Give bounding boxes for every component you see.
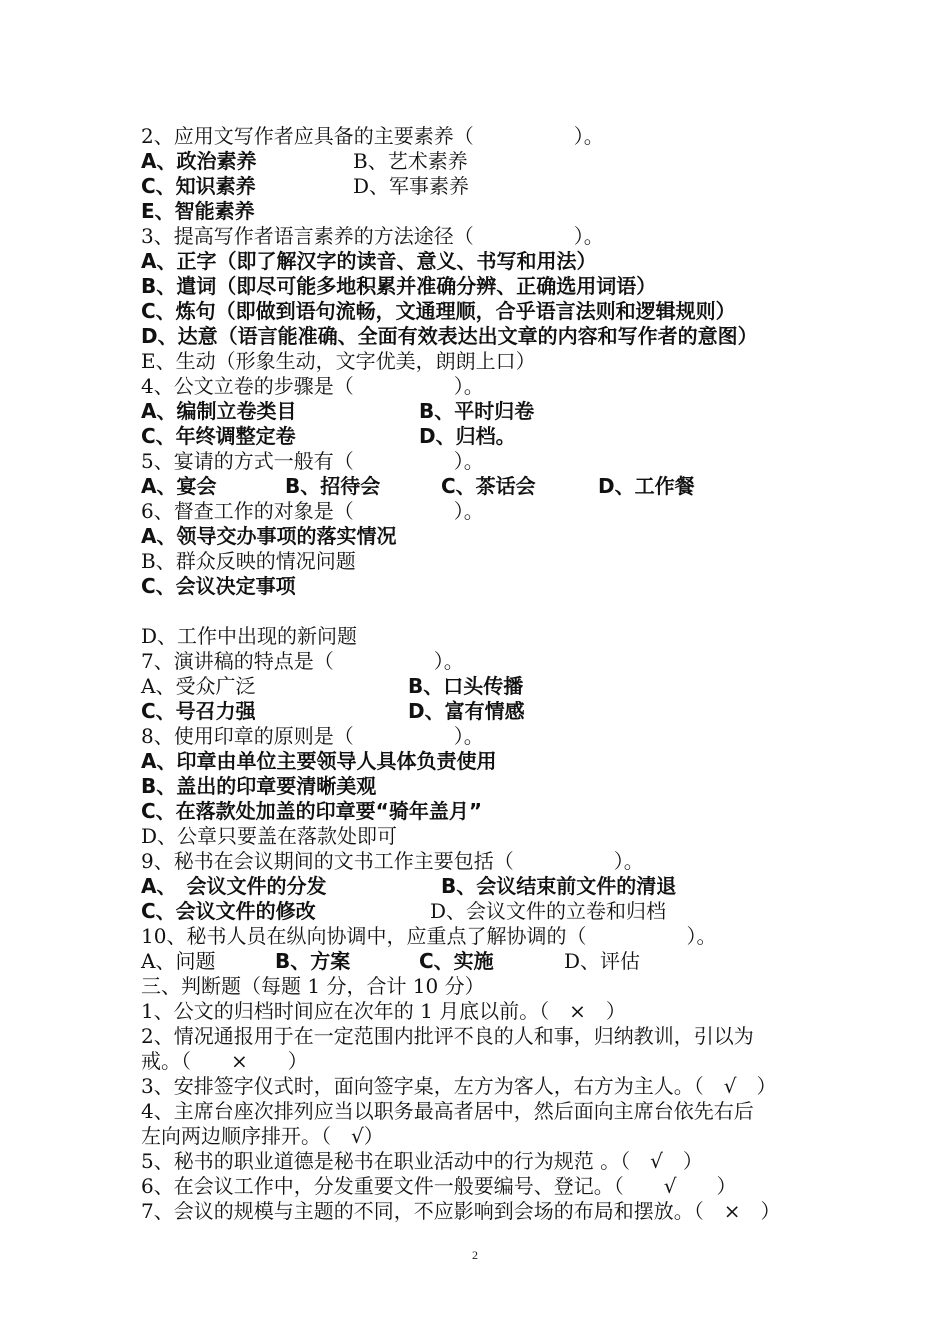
q2-option-e: E、智能素养 [141,199,255,223]
q3-option-b: B、遣词（即尽可能多地积累并准确分辨、正确选用词语） [141,274,657,298]
q5-stem: 5、宴请的方式一般有（ ）。 [141,449,484,473]
option-b: B、艺术素养 [353,149,468,173]
q7-stem: 7、演讲稿的特点是（ ）。 [141,649,464,673]
option-a: A、受众广泛 [141,674,256,698]
option-c: C、会议文件的修改 [141,899,316,923]
option-d: D、归档。 [419,424,516,448]
judgment-5: 5、秘书的职业道德是秘书在职业活动中的行为规范 。（ √ ） [141,1149,703,1173]
judgment-4-line-1: 4、主席台座次排列应当以职务最高者居中，然后面向主席台依先右后 [141,1099,754,1123]
judgment-6: 6、在会议工作中，分发重要文件一般要编号、登记。（ √ ） [141,1174,737,1198]
q3-stem: 3、提高写作者语言素养的方法途径（ ）。 [141,224,604,248]
option-c: C、号召力强 [141,699,256,723]
option-d: D、会议文件的立卷和归档 [430,899,667,923]
page-number: 2 [472,1248,478,1262]
option-c: C、年终调整定卷 [141,424,296,448]
option-b: B、会议结束前文件的清退 [441,874,677,898]
q10-stem: 10、秘书人员在纵向协调中，应重点了解协调的（ ）。 [141,924,717,948]
option-c: C、知识素养 [141,174,256,198]
judgment-2-line-2: 戒。（ × ） [141,1049,308,1073]
option-b: B、招待会 [285,474,381,498]
judgment-4-line-2: 左向两边顺序排开。（ √） [141,1124,384,1148]
q3-option-d: D、达意（语言能准确、全面有效表达出文章的内容和写作者的意图） [141,324,758,348]
option-c: C、实施 [419,949,494,973]
q8-option-d: D、公章只要盖在落款处即可 [141,824,398,848]
q3-option-a: A、正字（即了解汉字的读音、意义、书写和用法） [141,249,597,273]
option-d: D、评估 [564,949,641,973]
option-a: A、问题 [141,949,216,973]
option-a: A、 会议文件的分发 [141,874,327,898]
q9-stem: 9、秘书在会议期间的文书工作主要包括（ ）。 [141,849,644,873]
option-d: D、军事素养 [353,174,470,198]
option-a: A、政治素养 [141,149,257,173]
option-b: B、口头传播 [408,674,524,698]
option-b: B、方案 [275,949,351,973]
q6-option-d: D、工作中出现的新问题 [141,624,358,648]
q6-option-a: A、领导交办事项的落实情况 [141,524,397,548]
judgment-7: 7、会议的规模与主题的不同，不应影响到会场的布局和摆放。（ × ） [141,1199,781,1223]
option-c: C、茶话会 [441,474,536,498]
q8-option-a: A、印章由单位主要领导人具体负责使用 [141,749,497,773]
q6-option-b: B、群众反映的情况问题 [141,549,356,573]
judgment-3: 3、安排签字仪式时，面向签字桌，左方为客人，右方为主人。（ √ ） [141,1074,777,1098]
option-b: B、平时归卷 [419,399,535,423]
q3-option-c: C、炼句（即做到语句流畅，文通理顺，合乎语言法则和逻辑规则） [141,299,736,323]
q3-option-e: E、生动（形象生动，文字优美，朗朗上口） [141,349,536,373]
q8-option-b: B、盖出的印章要清晰美观 [141,774,377,798]
option-d: D、富有情感 [408,699,525,723]
q8-option-c: C、在落款处加盖的印章要“骑年盖月” [141,799,482,823]
judgment-2-line-1: 2、情况通报用于在一定范围内批评不良的人和事，归纳教训，引以为 [141,1024,754,1048]
q4-stem: 4、公文立卷的步骤是（ ）。 [141,374,484,398]
judgment-1: 1、公文的归档时间应在次年的 1 月底以前。（ × ） [141,999,626,1023]
q6-option-c: C、会议决定事项 [141,574,296,598]
option-d: D、工作餐 [598,474,695,498]
q8-stem: 8、使用印章的原则是（ ）。 [141,724,484,748]
option-a: A、宴会 [141,474,217,498]
option-a: A、编制立卷类目 [141,399,297,423]
q2-stem: 2、应用文写作者应具备的主要素养（ ）。 [141,124,604,148]
section-heading-judgment: 三、判断题（每题 1 分，合计 10 分） [141,974,485,998]
q6-stem: 6、督查工作的对象是（ ）。 [141,499,484,523]
